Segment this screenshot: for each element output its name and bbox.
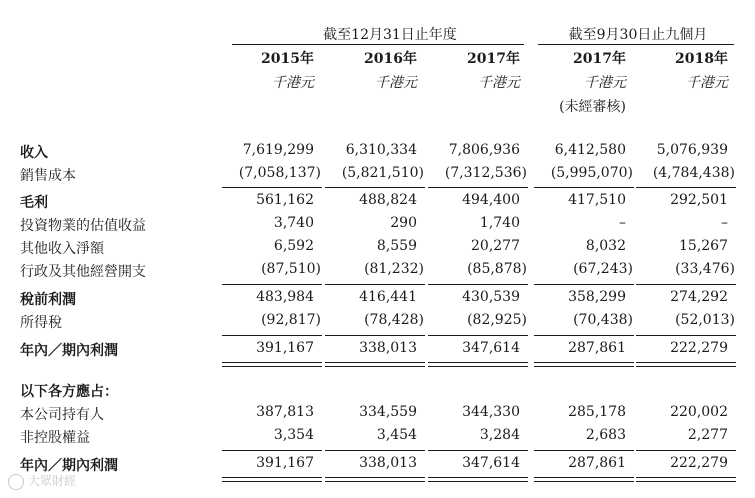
double-underline	[636, 362, 736, 367]
table-cell: (33,476)	[675, 261, 735, 277]
group-header-underline	[538, 44, 734, 45]
subtotal-line	[636, 284, 736, 285]
table-cell: 6,310,334	[345, 142, 417, 158]
table-cell: (7,058,137)	[238, 165, 321, 181]
table-cell: 2,277	[687, 427, 728, 443]
column-year: 2015年	[261, 51, 314, 67]
double-underline	[222, 477, 322, 482]
table-cell: (4,784,438)	[652, 165, 735, 181]
row-label: 年內／期內利潤	[20, 458, 118, 474]
row-label: 以下各方應占：	[20, 384, 118, 400]
subtotal-line	[325, 450, 425, 451]
column-year: 2016年	[364, 51, 417, 67]
table-cell: 391,167	[256, 455, 314, 471]
column-year: 2017年	[573, 51, 626, 67]
table-cell: (78,428)	[364, 312, 424, 328]
subtotal-line	[534, 450, 634, 451]
subtotal-line	[325, 335, 425, 336]
table-cell: 222,279	[670, 340, 728, 356]
table-cell: (5,995,070)	[550, 165, 633, 181]
double-underline	[534, 477, 634, 482]
column-year: 2018年	[675, 51, 728, 67]
subtotal-line	[636, 450, 736, 451]
table-cell: (87,510)	[261, 261, 321, 277]
table-cell: (70,438)	[573, 312, 633, 328]
table-cell: 358,299	[568, 289, 626, 305]
table-cell: (7,312,536)	[444, 165, 527, 181]
row-label: 稅前利潤	[20, 292, 76, 308]
double-underline	[428, 362, 528, 367]
group-header-underline	[232, 44, 524, 45]
column-unit: 千港元	[686, 75, 728, 91]
table-cell: 7,806,936	[448, 142, 520, 158]
table-cell: 430,539	[462, 289, 520, 305]
row-label: 年內／期內利潤	[20, 343, 118, 359]
subtotal-line	[636, 187, 736, 188]
table-cell: 285,178	[568, 404, 626, 420]
table-cell: 347,614	[462, 340, 520, 356]
double-underline	[325, 362, 425, 367]
table-cell: 5,076,939	[656, 142, 728, 158]
row-label: 毛利	[20, 195, 48, 211]
row-label: 投資物業的估值收益	[20, 218, 146, 234]
table-cell: 6,592	[273, 238, 314, 254]
row-label: 所得稅	[20, 315, 62, 331]
subtotal-line	[636, 335, 736, 336]
row-label: 本公司持有人	[20, 407, 104, 423]
column-year: 2017年	[467, 51, 520, 67]
subtotal-line	[534, 284, 634, 285]
subtotal-line	[428, 284, 528, 285]
double-underline	[428, 477, 528, 482]
table-cell: –	[721, 215, 728, 231]
watermark-text: 大眾財經	[28, 474, 77, 488]
table-cell: (67,243)	[573, 261, 633, 277]
row-label: 其他收入淨額	[20, 241, 104, 257]
subtotal-line	[222, 450, 322, 451]
table-cell: (85,878)	[467, 261, 527, 277]
watermark-logo-icon	[8, 474, 24, 490]
column-note: (未經審核)	[559, 99, 626, 115]
subtotal-line	[428, 335, 528, 336]
table-cell: –	[619, 215, 626, 231]
row-label: 非控股權益	[20, 430, 90, 446]
subtotal-line	[325, 284, 425, 285]
table-cell: 220,002	[670, 404, 728, 420]
double-underline	[222, 362, 322, 367]
table-cell: 20,277	[471, 238, 520, 254]
table-cell: 3,740	[273, 215, 314, 231]
table-cell: 3,354	[273, 427, 314, 443]
table-cell: 222,279	[670, 455, 728, 471]
table-cell: 483,984	[256, 289, 314, 305]
watermark	[8, 472, 76, 490]
table-cell: 6,412,580	[554, 142, 626, 158]
column-unit: 千港元	[375, 75, 417, 91]
table-cell: 7,619,299	[242, 142, 314, 158]
table-cell: 287,861	[568, 455, 626, 471]
table-cell: 391,167	[256, 340, 314, 356]
subtotal-line	[534, 335, 634, 336]
subtotal-line	[534, 187, 634, 188]
table-cell: 417,510	[568, 192, 626, 208]
table-cell: 561,162	[256, 192, 314, 208]
table-cell: 1,740	[479, 215, 520, 231]
table-cell: 344,330	[462, 404, 520, 420]
table-cell: 287,861	[568, 340, 626, 356]
table-cell: (92,817)	[261, 312, 321, 328]
table-cell: 8,032	[585, 238, 626, 254]
subtotal-line	[222, 187, 322, 188]
row-label: 銷售成本	[20, 168, 76, 184]
subtotal-line	[428, 450, 528, 451]
table-cell: (81,232)	[364, 261, 424, 277]
column-unit: 千港元	[584, 75, 626, 91]
table-cell: 15,267	[679, 238, 728, 254]
column-unit: 千港元	[478, 75, 520, 91]
table-cell: 274,292	[670, 289, 728, 305]
table-cell: 347,614	[462, 455, 520, 471]
table-cell: (5,821,510)	[341, 165, 424, 181]
row-label: 行政及其他經營開支	[20, 264, 146, 280]
column-unit: 千港元	[272, 75, 314, 91]
table-cell: 387,813	[256, 404, 314, 420]
table-cell: 334,559	[359, 404, 417, 420]
table-cell: 3,454	[376, 427, 417, 443]
table-cell: 488,824	[359, 192, 417, 208]
table-cell: 416,441	[359, 289, 417, 305]
table-cell: 2,683	[585, 427, 626, 443]
table-cell: 338,013	[359, 340, 417, 356]
table-cell: 292,501	[670, 192, 728, 208]
double-underline	[534, 362, 634, 367]
row-label: 收入	[20, 145, 48, 161]
table-cell: 290	[390, 215, 417, 231]
subtotal-line	[222, 284, 322, 285]
table-cell: (52,013)	[675, 312, 735, 328]
subtotal-line	[222, 335, 322, 336]
table-cell: 3,284	[479, 427, 520, 443]
table-cell: (82,925)	[467, 312, 527, 328]
table-cell: 338,013	[359, 455, 417, 471]
table-cell: 494,400	[462, 192, 520, 208]
subtotal-line	[428, 187, 528, 188]
double-underline	[636, 477, 736, 482]
double-underline	[325, 477, 425, 482]
subtotal-line	[325, 187, 425, 188]
group-header-nine-months: 截至9月30日止九個月	[568, 27, 708, 43]
group-header-year-ended: 截至12月31日止年度	[323, 27, 457, 43]
table-cell: 8,559	[376, 238, 417, 254]
